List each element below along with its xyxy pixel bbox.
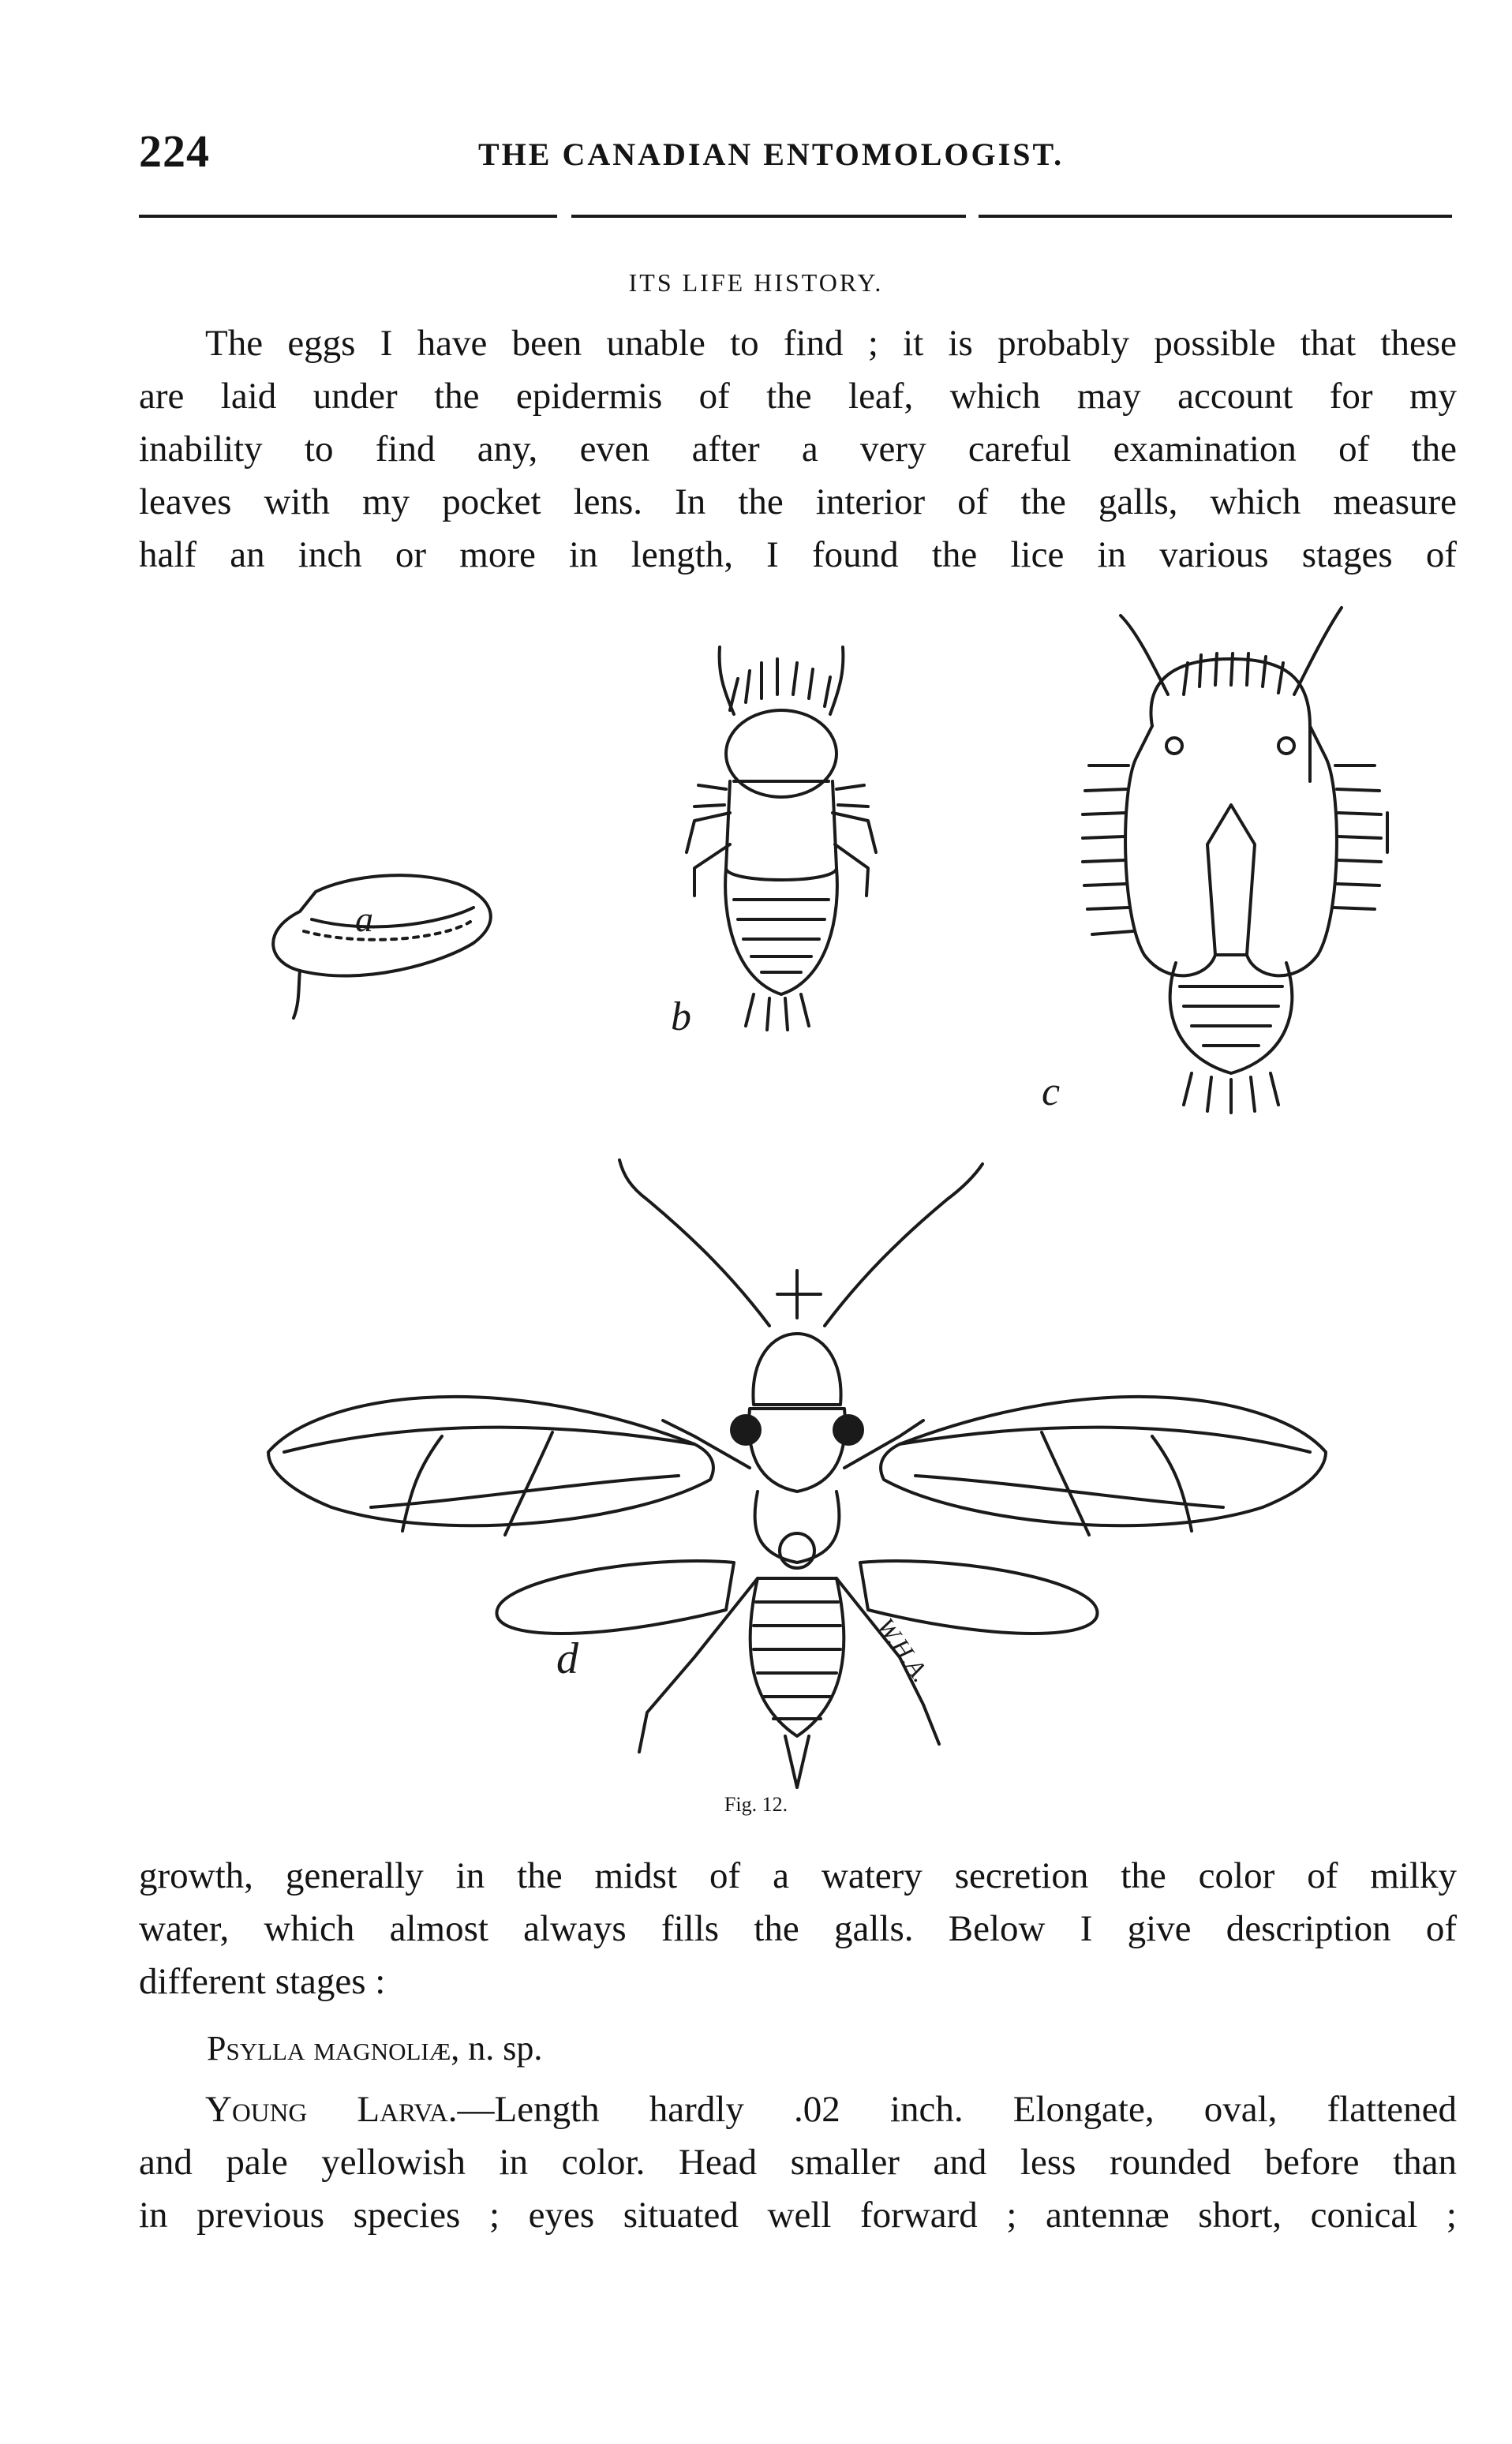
page-number: 224	[139, 125, 210, 177]
figure-illustration	[0, 584, 1512, 1807]
paragraph-young-larva	[139, 2083, 1457, 2242]
paragraph-line: The eggs I have been unable to find ; it is probably possible that these	[205, 323, 1457, 364]
species-heading	[207, 2028, 542, 2068]
figure-label-c: c	[1042, 1069, 1061, 1114]
paragraph-line: different stages :	[139, 1961, 386, 2002]
page-header	[139, 125, 1457, 180]
paragraph-line: inability to find any, even after a very careful examination of the	[139, 429, 1457, 470]
paragraph-line: in previous species ; eyes situated well forward ; antennæ short, conical ;	[139, 2195, 1457, 2236]
species-name: Psylla magnoliæ,	[207, 2029, 460, 2068]
figure-label-d: d	[556, 1634, 578, 1683]
paragraph-line: half an inch or more in length, I found the lice in various stages of	[139, 534, 1457, 575]
header-rule-left	[139, 215, 557, 218]
figure-signature: W.H.A.	[871, 1612, 936, 1688]
paragraph-growth	[139, 1850, 1457, 2008]
figure-caption: Fig. 12.	[724, 1793, 788, 1816]
paragraph-line: water, which almost always fills the galls. Below I give description of	[139, 1908, 1457, 1949]
paragraph-line: growth, generally in the midst of a watery secretion the color of milky	[139, 1855, 1457, 1896]
section-title: ITS LIFE HISTORY.	[628, 268, 884, 297]
figure-label-a: a	[355, 899, 373, 939]
figure-psylla-stages	[0, 584, 1512, 1807]
figure-c-nymph	[1083, 608, 1387, 1113]
paragraph-line: are laid under the epidermis of the leaf, which may account for my	[139, 376, 1457, 417]
figure-b-larva	[687, 647, 876, 1030]
paragraph-line-text: —Length hardly .02 inch. Elongate, oval, flattened	[457, 2089, 1457, 2130]
running-title: THE CANADIAN ENTOMOLOGIST.	[478, 137, 1065, 172]
figure-a-gall	[273, 875, 491, 1018]
stage-heading: Young Larva.	[205, 2089, 458, 2130]
header-rule-middle	[571, 215, 966, 218]
paragraph-eggs	[139, 317, 1457, 582]
figure-label-b: b	[671, 994, 691, 1039]
paragraph-line: leaves with my pocket lens. In the interior of the galls, which measure	[139, 481, 1457, 522]
figure-d-adult	[268, 1160, 1326, 1787]
paragraph-line: and pale yellowish in color. Head smaller and less rounded before than	[139, 2142, 1457, 2183]
paragraph-line	[139, 2083, 1457, 2136]
header-rule-right	[979, 215, 1452, 218]
species-suffix: n. sp.	[459, 2029, 543, 2068]
